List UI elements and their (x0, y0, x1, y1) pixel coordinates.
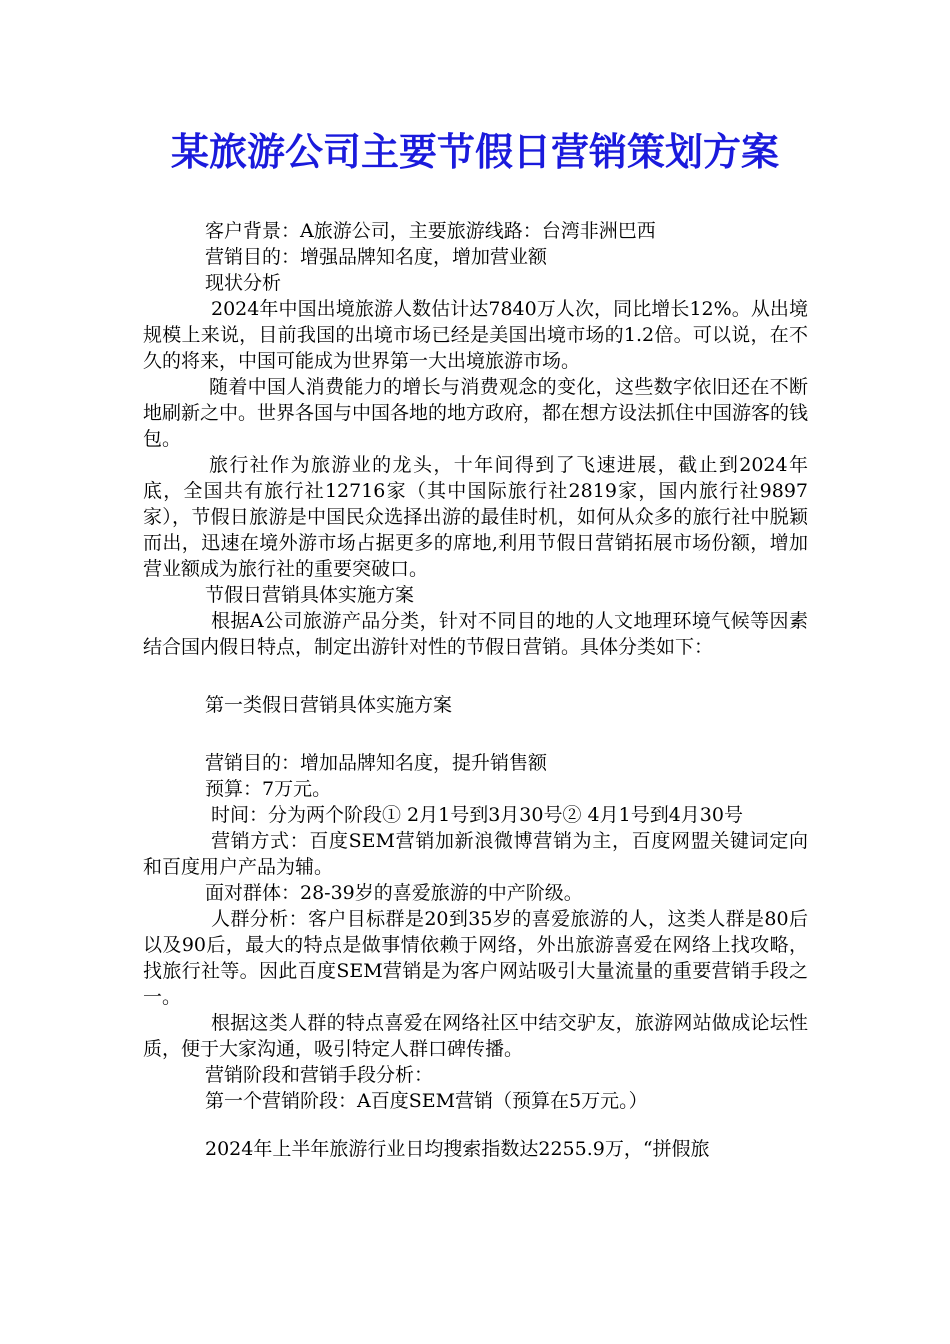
heading-status-analysis: 现状分析 (205, 272, 282, 294)
document-body (143, 218, 808, 1162)
paragraph-marketing-goal: 营销目的：增强品牌知名度，增加营业额 (205, 246, 548, 268)
spacer (143, 718, 808, 750)
paragraph-first-stage: 第一个营销阶段：A百度SEM营销（预算在5万元。） (205, 1090, 648, 1112)
paragraph-community: 根据这类人群的特点喜爱在网络社区中结交驴友，旅游网站做成论坛性质，便于大家沟通，吸引特定人群口碑传播。 (143, 1012, 808, 1060)
paragraph-consumption-growth: 随着中国人消费能力的增长与消费观念的变化，这些数字依旧还在不断地刷新之中。世界各国与中国各地的地方政府，都在想方设法抓住中国游客的钱包。 (143, 376, 809, 450)
paragraph-client-background: 客户背景：A旅游公司，主要旅游线路：台湾非洲巴西 (205, 220, 656, 242)
heading-first-category: 第一类假日营销具体实施方案 (205, 694, 453, 716)
paragraph-audience-analysis: 人群分析：客户目标群是20到35岁的喜爱旅游的人，这类人群是80后以及90后，最大的特点是做事情依赖于网络，外出旅游喜爱在网络上找攻略，找旅行社等。因此百度SEM营销是为客户网站吸引大量流量的重要营销手段之一。 (143, 908, 808, 1008)
paragraph-goal: 营销目的：增加品牌知名度，提升销售额 (205, 752, 548, 774)
paragraph-time: 时间：分为两个阶段① 2月1号到3月30号② 4月1号到4月30号 (211, 804, 743, 826)
spacer (143, 1114, 808, 1136)
paragraph-target-group: 面对群体：28-39岁的喜爱旅游的中产阶级。 (205, 882, 583, 904)
heading-holiday-plan: 节假日营销具体实施方案 (205, 584, 415, 606)
paragraph-outbound-stats: 2024年中国出境旅游人数估计达7840万人次，同比增长12%。从出境规模上来说，目前我国的出境市场已经是美国出境市场的1.2倍。可以说，在不久的将来，中国可能成为世界第一大出境旅游市场。 (143, 298, 808, 372)
paragraph-travel-agencies: 旅行社作为旅游业的龙头，十年间得到了飞速进展，截止到2024年底，全国共有旅行社12716家（其中国际旅行社2819家，国内旅行社9897家），节假日旅游是中国民众选择出游的最佳时机，如何从众多的旅行社中脱颖而出，迅速在境外游市场占据更多的席地,利用节假日营销拓展市场份额，增加营业额成为旅行社的重要突破口。 (143, 454, 808, 580)
heading-stage-analysis: 营销阶段和营销手段分析： (205, 1064, 434, 1086)
paragraph-method: 营销方式：百度SEM营销加新浪微博营销为主，百度网盟关键词定向和百度用户产品为辅。 (143, 830, 808, 878)
spacer (143, 660, 808, 692)
paragraph-search-index: 2024年上半年旅游行业日均搜索指数达2255.9万，“拼假旅 (205, 1138, 710, 1160)
document-title: 某旅游公司主要节假日营销策划方案 (170, 129, 779, 174)
paragraph-budget: 预算：7万元。 (205, 778, 332, 800)
paragraph-product-classification: 根据A公司旅游产品分类，针对不同目的地的人文地理环境气候等因素结合国内假日特点，制定出游针对性的节假日营销。具体分类如下： (143, 610, 808, 658)
